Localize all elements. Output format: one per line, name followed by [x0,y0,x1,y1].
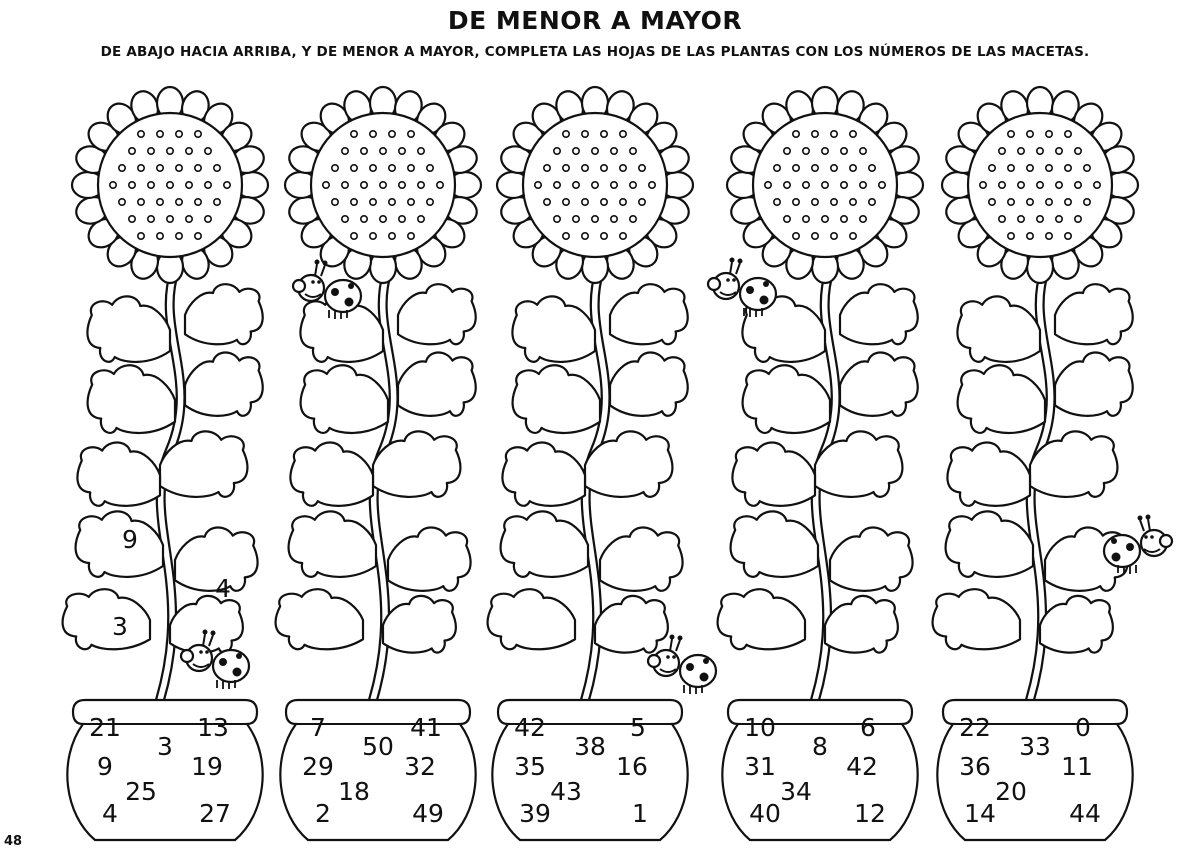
leaf [290,442,373,505]
pot-number: 1 [632,799,648,828]
sunflower-plant-5 [933,87,1138,840]
sunflower-icon [285,87,481,283]
leaf-number: 9 [122,525,138,554]
sunflower-plant-4 [718,87,923,840]
leaf [718,589,805,649]
pot-number: 3 [157,732,173,761]
leaf [76,511,163,577]
leaf [388,527,471,590]
leaf [289,511,376,577]
pot-number: 32 [404,752,436,781]
leaf [933,589,1020,649]
leaf [185,352,263,415]
pot-number: 50 [362,732,394,761]
leaf [1055,352,1133,415]
leaf [502,442,585,505]
pot-number: 40 [749,799,781,828]
pot-number: 34 [780,777,812,806]
leaf [1055,284,1133,344]
pot-number: 7 [310,713,326,742]
flower-pot [722,700,917,840]
leaf [957,296,1040,362]
pot-number: 0 [1075,713,1091,742]
sunflower-plant-1 [63,87,268,840]
leaf [946,511,1033,577]
pot-number: 42 [514,713,546,742]
leaf [610,284,688,344]
pot-number: 29 [302,752,334,781]
worksheet-title: DE MENOR A MAYOR [447,6,743,35]
leaf [513,365,600,433]
pot-number: 33 [1019,732,1051,761]
leaf [398,284,476,344]
sunflower-plant-3 [488,87,693,840]
leaf [185,284,263,344]
sunflower-icon [72,87,268,283]
pot-number: 8 [812,732,828,761]
pot-number: 19 [191,752,223,781]
leaf [488,589,575,649]
ladybug-icon [648,635,716,695]
leaf [398,352,476,415]
pot-number: 9 [97,752,113,781]
pot-number: 42 [846,752,878,781]
leaf [512,296,595,362]
sunflower-icon [942,87,1138,283]
leaf [958,365,1045,433]
pot-number: 21 [89,713,121,742]
pot-number: 31 [744,752,776,781]
ladybug-icon [1104,515,1172,575]
pot-number: 4 [102,799,118,828]
instruction-text: DE ABAJO HACIA ARRIBA, Y DE MENOR A MAYOR, COMPLETA LAS HOJAS DE LAS PLANTAS CON LOS NÚMEROS DE LAS MACETAS. [100,44,1090,60]
leaf [840,352,918,415]
leaf [383,596,456,653]
flower-pot [67,700,262,840]
leaf-number: 4 [215,574,231,603]
leaf [301,365,388,433]
pot-number: 36 [959,752,991,781]
pot-number: 11 [1061,752,1093,781]
leaf [63,589,150,649]
pot-number: 35 [514,752,546,781]
leaf [501,511,588,577]
pot-number: 12 [854,799,886,828]
sunflower-plant-2 [276,87,481,840]
flower-pot [937,700,1132,840]
flower-pot [492,700,687,840]
leaf [732,442,815,505]
pot-number: 6 [860,713,876,742]
leaf [595,596,668,653]
leaf [825,596,898,653]
ladybug-icon [708,258,776,318]
pot-number: 5 [630,713,646,742]
pot-number: 13 [197,713,229,742]
pot-number: 27 [199,799,231,828]
pot-number: 43 [550,777,582,806]
pot-number: 38 [574,732,606,761]
leaf [947,442,1030,505]
leaf [1040,596,1113,653]
pot-number: 25 [125,777,157,806]
sunflower-icon [497,87,693,283]
leaf [610,352,688,415]
pot-number: 20 [995,777,1027,806]
pot-number: 18 [338,777,370,806]
leaf [87,296,170,362]
leaf [276,589,363,649]
page-number: 48 [4,834,23,849]
pot-number: 41 [410,713,442,742]
pot-number: 10 [744,713,776,742]
leaf [600,527,683,590]
pot-number: 44 [1069,799,1101,828]
flower-pot [280,700,475,840]
pot-number: 22 [959,713,991,742]
sunflower-icon [727,87,923,283]
pot-number: 39 [519,799,551,828]
leaf-number: 3 [112,612,128,641]
pot-number: 49 [412,799,444,828]
leaf [77,442,160,505]
pot-number: 2 [315,799,331,828]
leaf [830,527,913,590]
leaf [88,365,175,433]
leaf [840,284,918,344]
leaf [170,596,243,653]
leaf [731,511,818,577]
leaf [743,365,830,433]
pot-number: 16 [616,752,648,781]
pot-number: 14 [964,799,996,828]
